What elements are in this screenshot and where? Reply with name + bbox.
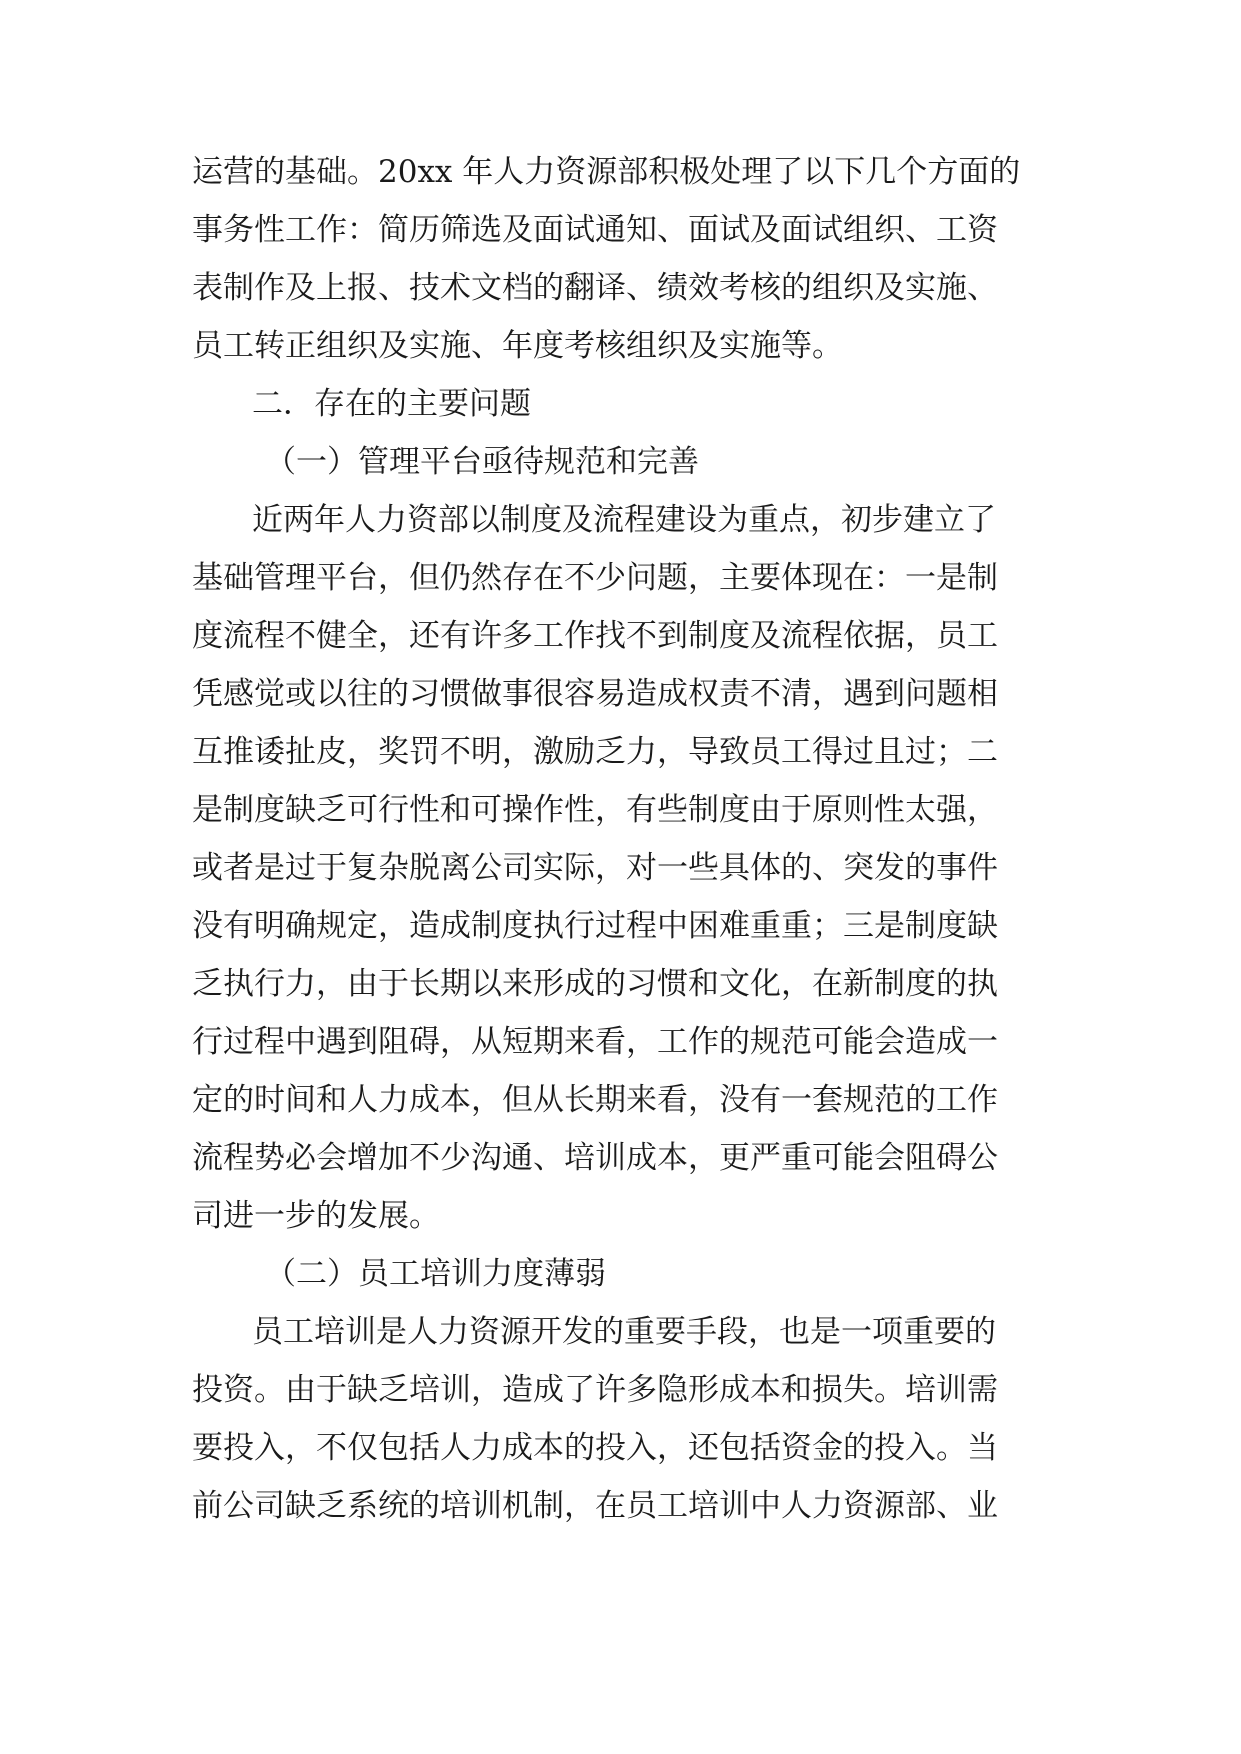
subsection-heading: （一）管理平台亟待规范和完善: [265, 444, 699, 480]
text-line: 近两年人力资部以制度及流程建设为重点，初步建立了: [252, 502, 996, 538]
text-line: 表制作及上报、技术文档的翻译、绩效考核的组织及实施、: [192, 270, 998, 306]
text-line: 基础管理平台，但仍然存在不少问题，主要体现在：一是制: [192, 560, 998, 596]
text-line: 是制度缺乏可行性和可操作性，有些制度由于原则性太强，: [192, 792, 998, 828]
text-line: 没有明确规定，造成制度执行过程中困难重重；三是制度缺: [192, 908, 998, 944]
text-line: 或者是过于复杂脱离公司实际，对一些具体的、突发的事件: [192, 850, 998, 886]
text-line: 乏执行力，由于长期以来形成的习惯和文化，在新制度的执: [192, 966, 998, 1002]
text-line: 司进一步的发展。: [192, 1198, 440, 1234]
text-line: 凭感觉或以往的习惯做事很容易造成权责不清，遇到问题相: [192, 676, 998, 712]
subsection-heading: （二）员工培训力度薄弱: [265, 1256, 606, 1292]
text-line: 员工转正组织及实施、年度考核组织及实施等。: [192, 328, 843, 364]
text-line: 度流程不健全，还有许多工作找不到制度及流程依据，员工: [192, 618, 998, 654]
text-line: 流程势必会增加不少沟通、培训成本，更严重可能会阻碍公: [192, 1140, 998, 1176]
section-heading: 二．存在的主要问题: [252, 386, 531, 422]
text-line: 运营的基础。20xx 年人力资源部积极处理了以下几个方面的: [192, 154, 1021, 190]
text-line: 行过程中遇到阻碍，从短期来看，工作的规范可能会造成一: [192, 1024, 998, 1060]
text-line: 定的时间和人力成本，但从长期来看，没有一套规范的工作: [192, 1082, 998, 1118]
text-line: 事务性工作：简历筛选及面试通知、面试及面试组织、工资: [192, 212, 998, 248]
text-line: 前公司缺乏系统的培训机制，在员工培训中人力资源部、业: [192, 1488, 998, 1524]
text-line: 要投入，不仅包括人力成本的投入，还包括资金的投入。当: [192, 1430, 998, 1466]
text-line: 员工培训是人力资源开发的重要手段，也是一项重要的: [252, 1314, 996, 1350]
text-line: 投资。由于缺乏培训，造成了许多隐形成本和损失。培训需: [192, 1372, 998, 1408]
text-line: 互推诿扯皮，奖罚不明，激励乏力，导致员工得过且过；二: [192, 734, 998, 770]
